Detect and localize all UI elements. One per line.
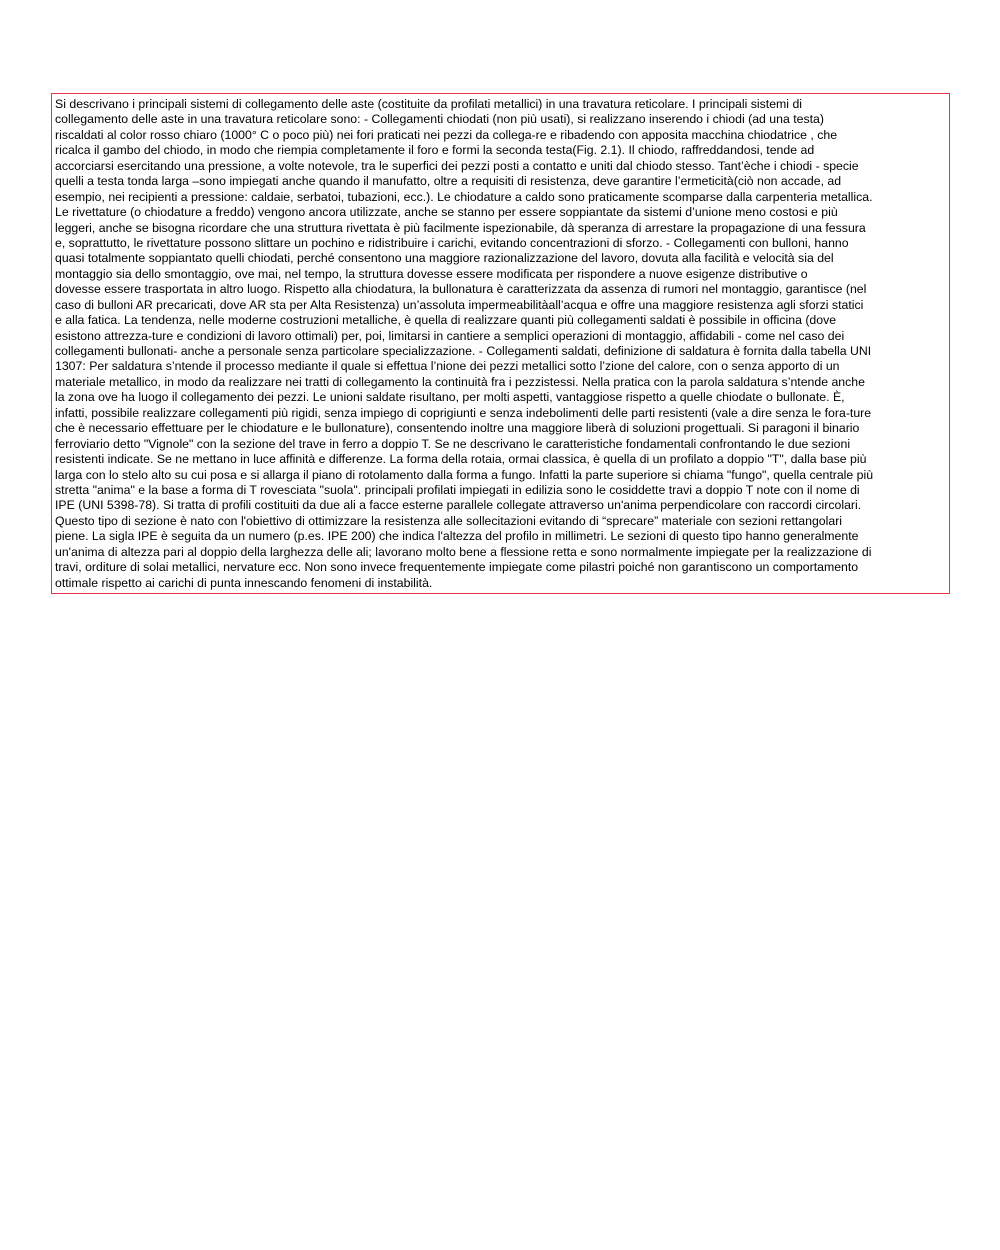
text-line: piene. La sigla IPE è seguita da un numero (p.es. IPE 200) che indica l'altezza del profilo in millimetri. Le sezioni di questo tipo hanno generalmente <box>55 529 859 544</box>
text-line: e alla fatica. La tendenza, nelle moderne costruzioni metalliche, è quella di realizzare quanti più collegamenti saldati è possibile in officina (dove <box>55 313 837 328</box>
text-line: ottimale rispetto ai carichi di punta innescando fenomeni di instabilità. <box>55 575 433 590</box>
text-line: un'anima di altezza pari al doppio della larghezza delle ali; lavorano molto bene a flessione retta e sono normalmente impiegate per la realizzazione di <box>55 544 872 559</box>
text-line: montaggio sia dello smontaggio, ove mai, nel tempo, la struttura dovesse essere modificata per rispondere a nuove esigenze distributive o <box>55 266 808 281</box>
text-line: resistenti indicate. Se ne mettano in luce affinità e differenze. La forma della rotaia, ormai classica, è quella di un profilato a doppio "T", dalla base più <box>55 452 867 467</box>
text-line: collegamento delle aste in una travatura reticolare sono: - Collegamenti chiodati (non più usati), si realizzano inserendo i chiodi (ad una testa) <box>55 112 824 127</box>
text-line: riscaldati al color rosso chiaro (1000° C o poco più) nei fori praticati nei pezzi da collega-re e ribadendo con apposita macchina chiodatrice , che <box>55 127 838 142</box>
text-line: Questo tipo di sezione è nato con l'obiettivo di ottimizzare la resistenza alle sollecitazioni evitando di “sprecare” materiale con sezioni rettangolari <box>55 513 843 528</box>
text-line: la zona ove ha luogo il collegamento dei pezzi. Le unioni saldate risultano, per molti aspetti, vantaggiose rispetto a quelle chiodate o bullonate. È, <box>55 390 845 405</box>
text-line: Le rivettature (o chiodature a freddo) vengono ancora utilizzate, anche se stanno per essere soppiantate da sistemi d’unione meno costosi e più <box>55 205 838 220</box>
text-line: materiale metallico, in modo da realizzare nei tratti di collegamento la continuità fra i pezzistessi. Nella pratica con la parola saldatura s’ntende anche <box>55 374 865 389</box>
text-line: e, soprattutto, le rivettature possono slittare un pochino e ridistribuire i carichi, evitando concentrazioni di sforzo. - Collegamenti con bulloni, hanno <box>55 235 849 250</box>
text-line: 1307: Per saldatura s’ntende il processo mediante il quale si effettua l’nione dei pezzi metallici sotto l’zione del calore, con o senza apporto di un <box>55 359 840 374</box>
text-line: ricalca il gambo del chiodo, in modo che riempia completamente il foro e formi la seconda testa(Fig. 2.1). Il chiodo, raffreddandosi, tende ad <box>55 143 815 158</box>
text-line: larga con lo stelo alto su cui posa e si allarga il piano di rotolamento dalla forma a fungo. Infatti la parte superiore si chiama "fungo", quella centrale più <box>55 467 874 482</box>
text-line: esempio, nei recipienti a pressione: caldaie, serbatoi, tubazioni, ecc.). Le chiodature a caldo sono praticamente scomparse dalla carpenteria metallica. <box>55 189 873 204</box>
text-line: infatti, possibile realizzare collegamenti più rigidi, senza impiego di coprigiunti e senza indebolimenti delle parti resistenti (vale a dire senza le fora-ture <box>55 405 872 420</box>
text-lines <box>55 97 950 591</box>
text-line: quasi totalmente soppiantato quelli chiodati, perché consentono una maggiore razionalizzazione del lavoro, dovuta alla facilità e velocità sia del <box>55 251 834 266</box>
text-line: esistono attrezza-ture e condizioni di lavoro ottimali) per, poi, limitarsi in cantiere a semplici operazioni di montaggio, affidabili - come nel caso dei <box>55 328 845 343</box>
text-line: leggeri, anche se bisogna ricordare che una struttura rivettata è più facilmente ispezionabile, dà speranza di arrestare la propagazione di una fessura <box>55 220 866 235</box>
text-line: stretta "anima" e la base a forma di T rovesciata "suola". principali profilati impiegati in edilizia sono le cosiddette travi a doppio T note con il nome di <box>55 482 860 497</box>
text-line: quelli a testa tonda larga –sono impiegati anche quando il manufatto, oltre a requisiti di resistenza, deve garantire l’ermeticità(ciò non accade, ad <box>55 174 842 189</box>
text-box <box>51 93 950 594</box>
text-line: dovesse essere trasportata in altro luogo. Rispetto alla chiodatura, la bullonatura è caratterizzata da assenza di rumori nel montaggio, garantisce (nel <box>55 282 867 297</box>
text-line: che è necessario effettuare per le chiodature e le bullonature), consentendo inoltre una maggiore liberà di soluzioni progettuali. Si paragoni il binario <box>55 421 860 436</box>
text-line: IPE (UNI 5398-78). Si tratta di profili costituiti da due ali a facce esterne parallele collegate attraverso un'anima perpendicolare con raccordi circolari. <box>55 498 862 513</box>
text-line: collegamenti bullonati- anche a personale senza particolare specializzazione. - Collegamenti saldati, definizione di saldatura è fornita dalla tabella UNI <box>55 344 872 358</box>
text-line: Si descrivano i principali sistemi di collegamento delle aste (costituite da profilati metallici) in una travatura reticolare. I principali sistemi di <box>55 97 803 111</box>
text-line: accorciarsi esercitando una pressione, a volte notevole, tra le superfici dei pezzi posti a contatto e uniti dal chiodo stesso. Tant’èche i chiodi - specie <box>55 158 859 173</box>
text-line: travi, orditure di solai metallici, nervature ecc. Non sono invece frequentemente impiegate come pilastri poiché non garantiscono un comportamento <box>55 560 859 575</box>
text-line: caso di bulloni AR precaricati, dove AR sta per Alta Resistenza) un’assoluta impermeabilitàall’acqua e offre una maggiore resistenza agli sforzi statici <box>55 297 864 312</box>
text-line: ferroviario detto "Vignole" con la sezione del trave in ferro a doppio T. Se ne descrivano le caratteristiche fondamentali confrontando le due sezioni <box>55 436 851 451</box>
